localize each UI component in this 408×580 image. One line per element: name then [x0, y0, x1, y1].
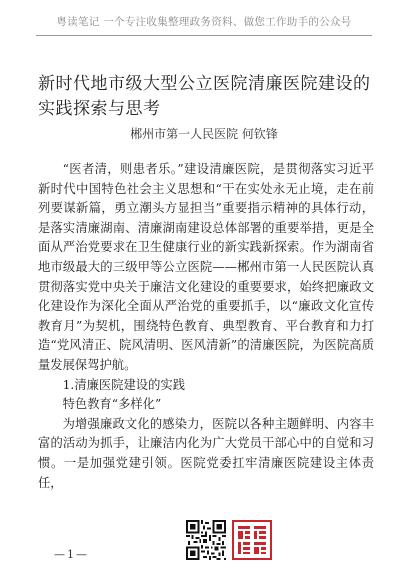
red-seal-icon [232, 520, 272, 560]
page-header: 粤读笔记 一个专注收集整理政务资料、做您工作助手的公众号 [36, 14, 372, 36]
subsection-heading: 特色教育“多样化” [62, 397, 162, 412]
document-title: 新时代地市级大型公立医院清廉医院建设的实践探索与思考 [38, 74, 371, 119]
qr-code-icon [186, 520, 226, 560]
body-paragraph: 为增强廉政文化的感染力，医院以各种主题鲜明、内容丰富的活动为抓手，让廉洁内化为广大党员干部心中的自觉和习惯。一是加强党建引领。医院党委扛牢清廉医院建设主体责任， [38, 416, 374, 490]
page-number: —1— [54, 548, 89, 561]
section-heading: 1.清廉医院建设的实践 [62, 377, 185, 392]
author-byline: 郴州市第一人民医院 何钦锋 [130, 127, 278, 141]
body-paragraph: “医者清，则患者乐。”建设清廉医院，是贯彻落实习近平新时代中国特色社会主义思想和“干在实处永无止境，走在前列要谋新篇，勇立潮头方显担当”重要指示精神的具体行动，是落实清廉湖南、清廉湖南建设总体部署的重要举措，更是全面从严治党要求在卫生健康行业的新实践新探索。作为湖南省地市级最大的三级甲等公立医院——郴州市第一人民医院认真贯彻落实党中央关于廉洁文化建设的重要要求，始终把廉政文化建设作为深化全面从严治党的重要抓手，以“廉政文化宣传教育月”为契机，围绕特色教育、典型教育、平台教育和力打造“党风清正、院风清明、医风清新”的清廉医院，为医院高质量发展保驾护航。 [38, 162, 374, 372]
document-body [38, 160, 374, 493]
